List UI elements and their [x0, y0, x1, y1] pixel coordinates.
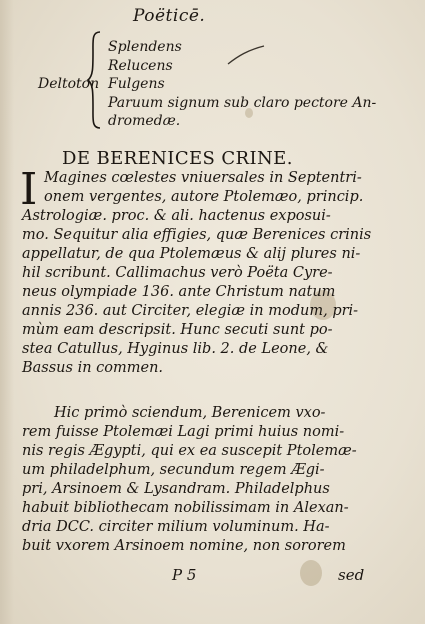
catchword: sed	[338, 566, 365, 584]
text-line: Astrologiæ. proc. & ali. hactenus exposui-	[22, 208, 331, 224]
text-line: buit vxorem Arsinoem nomine, non sororem	[22, 538, 346, 554]
variant-name: Fulgens	[108, 76, 165, 92]
text-line: nis regis Ægypti, qui ex ea suscepit Ptolemæ-	[22, 443, 357, 459]
variant-name: Relucens	[108, 57, 173, 74]
foxing-stain	[300, 560, 322, 586]
text-line: hil scribunt. Callimachus verò Poëta Cyre-	[22, 265, 333, 281]
text-line: mo. Sequitur alia effigies, quæ Berenices crinis	[22, 227, 372, 243]
text-line: dria DCC. circiter milium voluminum. Ha-	[22, 519, 330, 535]
text-line: mùm eam descripsit. Hunc secuti sunt po-	[22, 322, 333, 338]
marginal-label: Deltoton	[38, 76, 100, 92]
text-line: Bassus in commen.	[22, 360, 164, 376]
section-title: DE BERENICES CRINE.	[62, 148, 293, 169]
variant-name: Paruum signum sub claro pectore An-	[108, 94, 377, 111]
variant-name: Splendens	[108, 39, 182, 55]
text-line: Magines cœlestes vniuersales in Septentri-	[44, 170, 362, 186]
curly-brace-icon	[86, 30, 102, 130]
running-head: Poëticē.	[133, 6, 206, 26]
page-gutter-shadow	[0, 0, 14, 624]
text-line: onem vergentes, autore Ptolemæo, princip.	[44, 189, 364, 205]
text-line: pri, Arsinoem & Lysandram. Philadelphus	[22, 481, 330, 497]
text-line: stea Catullus, Hyginus lib. 2. de Leone, &	[22, 341, 329, 357]
text-line: annis 236. aut Circiter, elegiæ in modum, pri-	[22, 303, 359, 319]
text-line: um philadelphum, secundum regem Ægi-	[22, 462, 325, 478]
signature-mark: P 5	[172, 566, 197, 584]
pen-stroke-mark	[226, 44, 266, 68]
text-line: Hic primò sciendum, Berenicem vxo-	[54, 405, 326, 421]
drop-initial: I	[20, 164, 38, 215]
text-line: neus olympiade 136. ante Christum natum	[22, 284, 336, 300]
text-line: rem fuisse Ptolemæi Lagi primi huius nomi-	[22, 424, 345, 440]
text-line: appellatur, de qua Ptolemæus & alij plures ni-	[22, 246, 361, 262]
variant-name: dromedæ.	[108, 113, 181, 129]
text-line: habuit bibliothecam nobilissimam in Alexan-	[22, 500, 349, 516]
